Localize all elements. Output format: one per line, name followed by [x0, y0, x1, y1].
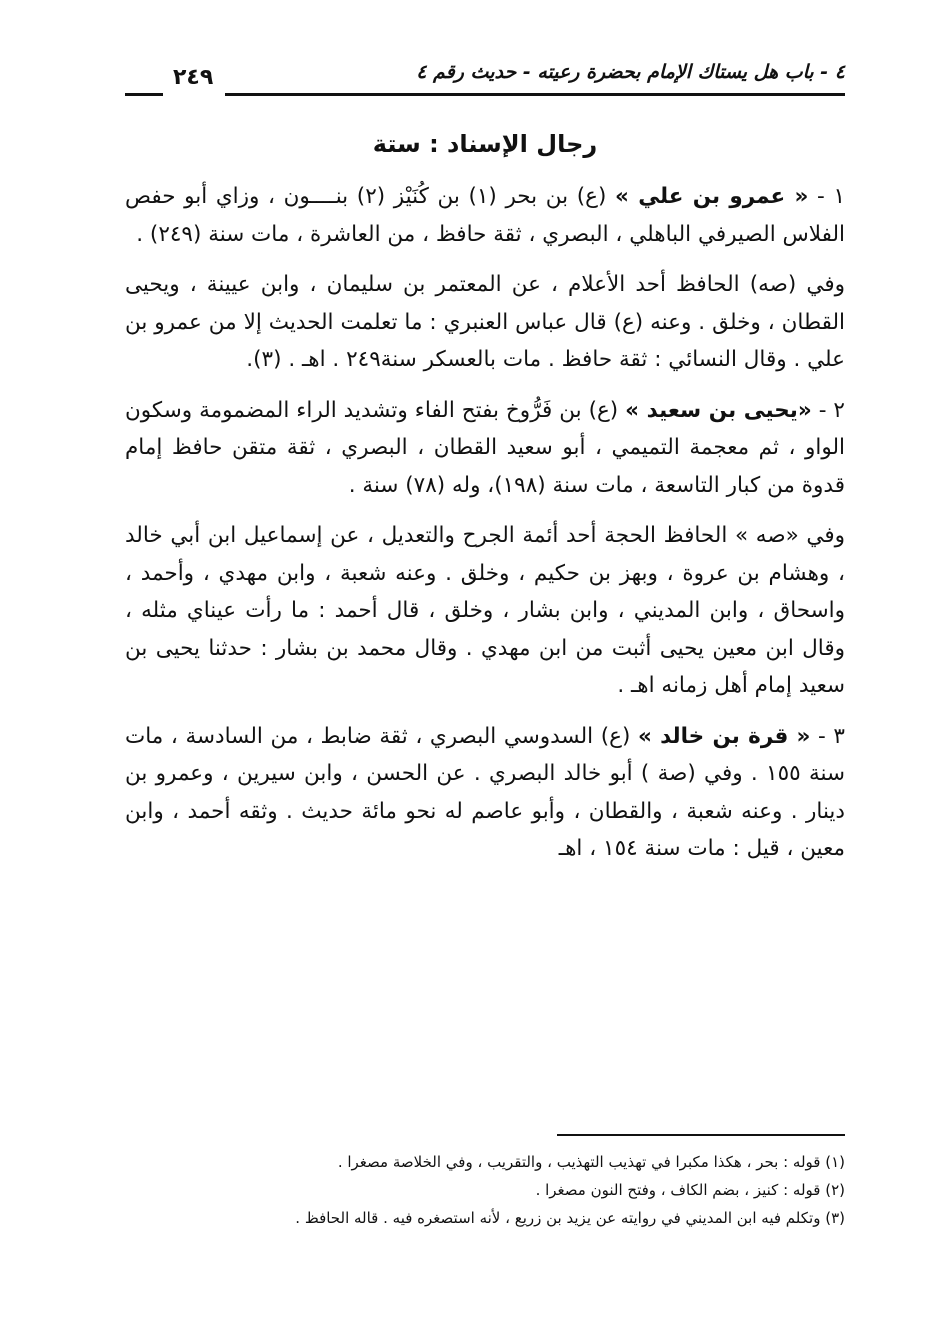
header-dash	[125, 93, 163, 96]
header-rule	[225, 93, 845, 96]
paragraph-text: وفي «صه » الحافظ الحجة أحد أئمة الجرح والتعديل ، عن إسماعيل ابن أبي خالد ، وهشام بن عروة ، وبهز بن حكيم ، وخلق . وعنه شعبة ، وابن مهدي ، وأحمد ، واسحاق ، وابن المديني ، وابن بشار ، وخلق ، قال أحمد : ما رأت عيناي مثله ، وقال ابن معين يحيى أثبت من ابن مهدي . وقال محمد بن بشار : حدثنا يحيى بن سعيد إمام أهل زمانه اهـ .	[125, 523, 845, 698]
main-text	[125, 178, 845, 881]
paragraph-text: (ع) بن بحر (١) بن كُنَيْز (٢) بنــــون ، وزاي أبو حفص الفلاس الصيرفي الباهلي ، البصري ، ثقة حافظ ، من العاشرة ، مات سنة (٢٤٩) .	[125, 184, 845, 247]
narrator-name: « قرة بن خالد »	[637, 723, 811, 749]
paragraph-text: وفي (صه) الحافظ أحد الأعلام ، عن المعتمر بن سليمان ، وابن عيينة ، ويحيى القطان ، وخلق . وعنه (ع) قال عباس العنبري : ما تعلمت الحديث إلا من عمرو بن علي . وقال النسائي : ثقة حافظ . مات بالعسكر سنة٢٤٩ . اهـ . (٣).	[125, 272, 845, 372]
paragraph-text: (ع) بن فَرُّوخ بفتح الفاء وتشديد الراء المضمومة وسكون الواو ، ثم معجمة التميمي ، أبو سعيد القطان ، البصري ، ثقة متقن حافظ إمام قدوة من كبار التاسعة ، مات سنة (١٩٨)، وله (٧٨) سنة .	[125, 397, 845, 498]
running-header	[125, 58, 845, 102]
paragraph-text: (ع) السدوسي البصري ، ثقة ضابط ، من السادسة ، مات سنة ١٥٥ . وفي (صة ) أبو خالد البصري . عن الحسن ، وابن سيرين ، وعمرو بن دينار . وعنه شعبة ، والقطان ، وأبو عاصم له نحو مائة حديث . وثقه أحمد ، وابن معين ، قيل : مات سنة ١٥٤ ، اهـ	[125, 723, 845, 861]
paragraph	[125, 266, 845, 379]
paragraph-number: ٢ -	[811, 397, 845, 423]
footnote: (٢) قوله : كنيز ، بضم الكاف ، وفتح النون مصغرا .	[535, 1181, 845, 1199]
footnotes	[125, 1148, 845, 1232]
paragraph	[125, 178, 845, 253]
running-header-title: ٤ - باب هل يستاك الإمام بحضرة رعيته - حديث رقم ٤	[416, 61, 845, 83]
narrator-name: « عمرو بن علي »	[615, 184, 809, 209]
paragraph-number: ١ -	[808, 184, 846, 209]
footnote-separator	[557, 1134, 845, 1136]
paragraph	[125, 517, 845, 705]
page-number: ٢٤٩	[173, 65, 214, 90]
paragraph-number: ٣ -	[810, 723, 845, 749]
paragraph	[125, 392, 845, 505]
footnote: (٣) وتكلم فيه ابن المديني في روايته عن يزيد بن زريع ، لأنه استصغره فيه . قاله الحافظ .	[295, 1209, 845, 1227]
footnote: (١) قوله : بحر ، هكذا مكبرا في تهذيب التهذيب ، والتقريب ، وفي الخلاصة مصغرا .	[337, 1153, 845, 1171]
narrator-name: «يحيى بن سعيد »	[625, 397, 812, 423]
section-title: رجال الإسناد : ستة	[372, 130, 598, 158]
paragraph	[125, 718, 845, 868]
